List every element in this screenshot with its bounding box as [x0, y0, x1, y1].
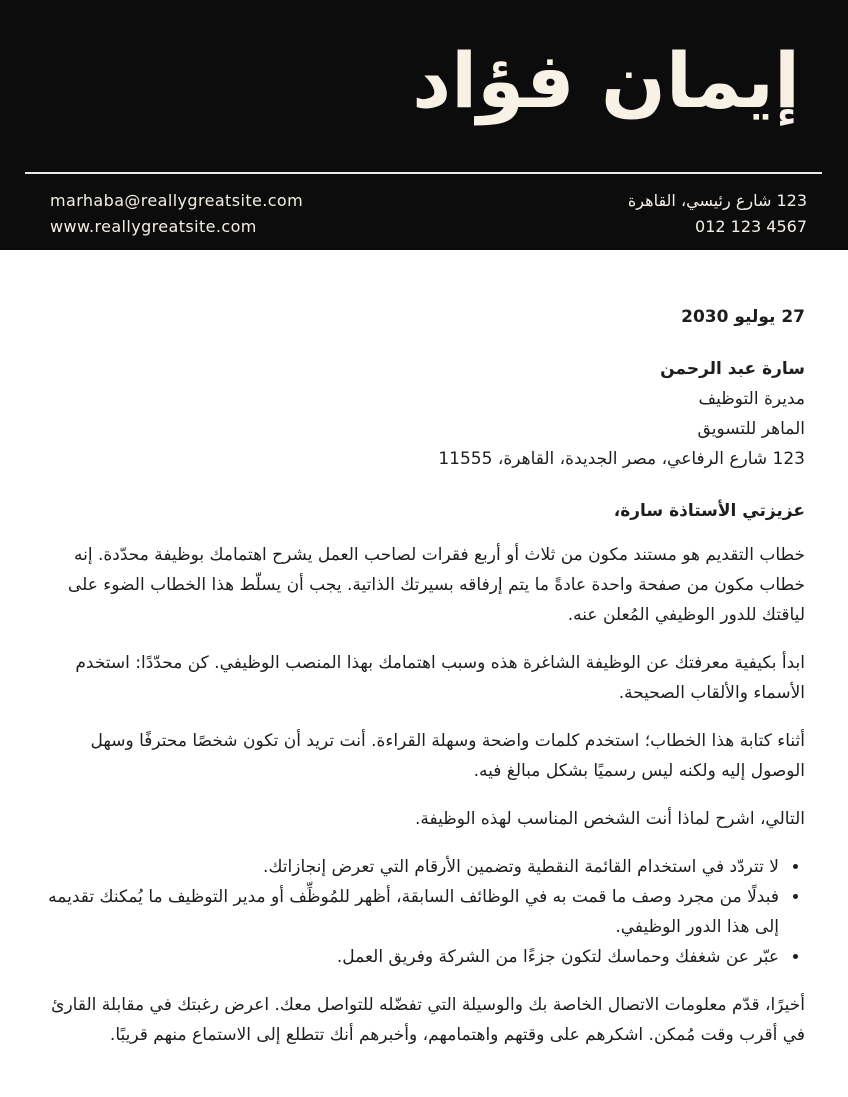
- recipient-address: 123 شارع الرفاعي، مصر الجديدة، القاهرة، 11555: [438, 449, 805, 469]
- recipient-title: مديرة التوظيف: [698, 389, 805, 409]
- recipient-name: سارة عبد الرحمن: [660, 359, 805, 379]
- bullet-item: • فبدلًا من مجرد وصف ما قمت به في الوظائف السابقة، أظهر للمُوظِّف أو مدير التوظيف ما يُمكنك تقديمه إلى هذا الدور الوظيفي.: [43, 882, 781, 942]
- tips-bullet-list: [43, 852, 805, 972]
- paragraph-opening-advice: ابدأ بكيفية معرفتك عن الوظيفة الشاغرة هذه وسبب اهتمامك بهذا المنصب الوظيفي. كن محدّدًا: استخدم الأسماء والألقاب الصحيحة.: [75, 653, 805, 703]
- sender-address-text: 123 شارع رئيسي، القاهرة: [627, 191, 807, 210]
- recipient-company: الماهر للتسويق: [697, 419, 805, 439]
- letter-date: 27 يوليو 2030: [681, 307, 805, 327]
- paragraph-intro: خطاب التقديم هو مستند مكون من ثلاث أو أربع فقرات لصاحب العمل يشرح اهتمامك بوظيفة محدّدة. إنه خطاب مكون من صفحة واحدة عادةً ما يتم إرفاقه بسيرتك الذاتية. يجب أن يسلّط هذا الخطاب الضوء على لياقتك للدور الوظيفي المُعلن عنه.: [67, 545, 805, 625]
- paragraph-fit-statement: التالي، اشرح لماذا أنت الشخص المناسب لهذه الوظيفة.: [415, 809, 805, 829]
- website-text: www.reallygreatsite.com: [50, 217, 257, 236]
- paragraph-tone-advice: أثناء كتابة هذا الخطاب؛ استخدم كلمات واضحة وسهلة القراءة. أنت تريد أن تكون شخصًا محترفًا وسهل الوصول إليه ولكنه ليس رسميًا بشكل مبالغ فيه.: [90, 731, 805, 781]
- letter-header: [0, 0, 848, 250]
- phone-text: 012 123 4567: [695, 217, 807, 236]
- bullet-item: • عبّر عن شغفك وحماسك لتكون جزءًا من الشركة وفريق العمل.: [43, 942, 781, 972]
- bullet-item: • لا تتردّد في استخدام القائمة النقطية وتضمين الأرقام التي تعرض إنجازاتك.: [43, 852, 781, 882]
- paragraph-closing: أخيرًا، قدّم معلومات الاتصال الخاصة بك والوسيلة التي تفضّله للتواصل معك. اعرض رغبتك في مقابلة القارئ في أقرب وقت مُمكن. اشكرهم على وقتهم واهتمامهم، وأخبرهم أنك تتطلع إلى الاستماع منهم قريبًا.: [51, 995, 805, 1045]
- greeting-line: عزيزتي الأستاذة سارة،: [613, 501, 805, 521]
- email-text: marhaba@reallygreatsite.com: [50, 191, 304, 210]
- contact-left-block: [50, 188, 303, 240]
- name-band: [0, 0, 848, 172]
- contact-row: [0, 174, 848, 240]
- letter-body: [0, 250, 848, 1050]
- contact-right-block: [628, 188, 807, 240]
- author-name: إيمان فؤاد: [412, 36, 800, 126]
- recipient-block: [43, 354, 805, 474]
